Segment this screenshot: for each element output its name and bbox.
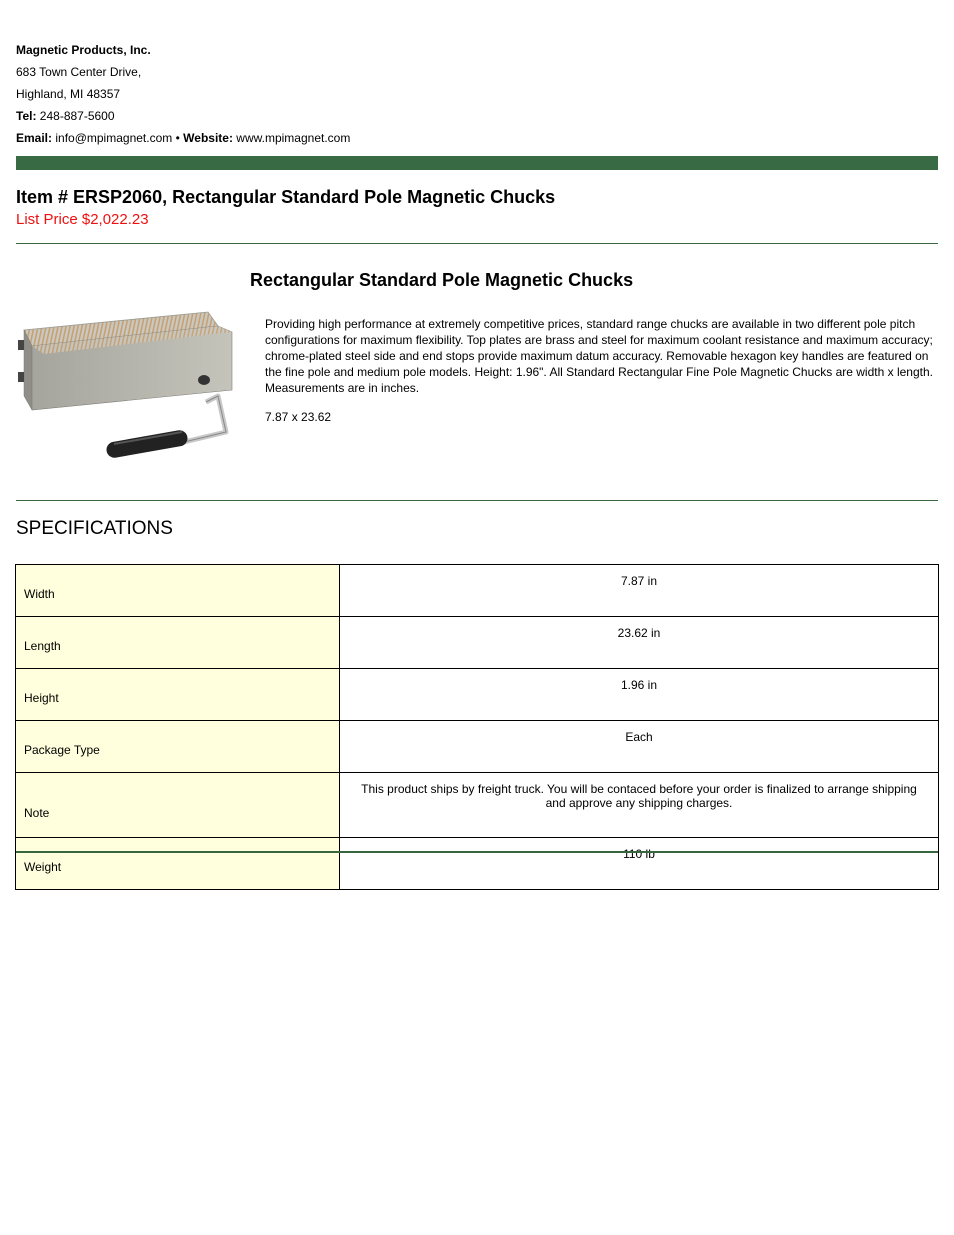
specifications-heading: SPECIFICATIONS	[16, 518, 173, 539]
company-name: Magnetic Products, Inc.	[16, 43, 151, 57]
company-contact	[16, 127, 350, 149]
product-title: Rectangular Standard Pole Magnetic Chucks	[250, 270, 634, 290]
spec-label: Length	[24, 639, 61, 653]
table-row	[16, 565, 939, 617]
spec-label-cell	[16, 721, 340, 773]
table-row	[16, 721, 939, 773]
spec-value: This product ships by freight truck. You will be contaced before your order is finalized to arrange shipping and approve any shipping charges.	[340, 773, 939, 838]
spec-label-cell	[16, 617, 340, 669]
email-value[interactable]: info@mpimagnet.com	[55, 131, 173, 145]
spec-value: 23.62 in	[340, 617, 939, 669]
email-label: Email:	[16, 131, 53, 145]
spec-label-cell	[16, 565, 340, 617]
spec-label: Weight	[24, 860, 62, 874]
spec-label-cell	[16, 838, 340, 890]
spec-label: Height	[24, 691, 59, 705]
contact-separator: •	[175, 131, 180, 145]
spec-label: Width	[24, 587, 55, 601]
table-row	[16, 617, 939, 669]
table-row	[16, 773, 939, 838]
spec-value: 1.96 in	[340, 669, 939, 721]
list-price: List Price $2,022.23	[16, 211, 149, 228]
divider	[16, 243, 938, 244]
tel-value: 248-887-5600	[39, 109, 115, 123]
item-title: Item # ERSP2060, Rectangular Standard Pole Magnetic Chucks	[16, 187, 556, 207]
magnetic-chuck-illustration	[14, 304, 234, 464]
spec-value: 7.87 in	[340, 565, 939, 617]
spec-label: Note	[24, 805, 50, 820]
website-value[interactable]: www.mpimagnet.com	[236, 131, 351, 145]
footer-divider	[16, 851, 938, 853]
spec-value: Each	[340, 721, 939, 773]
company-address-line2: Highland, MI 48357	[16, 87, 121, 101]
spec-label-cell	[16, 773, 340, 838]
company-address-line1: 683 Town Center Drive,	[16, 65, 142, 79]
company-info	[16, 39, 350, 149]
specifications-table	[15, 564, 939, 890]
table-row	[16, 669, 939, 721]
spec-label: Package Type	[24, 743, 100, 757]
spec-label-cell	[16, 669, 340, 721]
product-description: Providing high performance at extremely competitive prices, standard range chucks are available in two different pole pitch configurations for maximum flexibility. Top plates are brass and steel for maximum coolant resistance and maximum accuracy; chrome-plated steel side and end stops provide maximum datum accuracy. Removable hexagon key handles are featured on the fine pole and medium pole models. Height: 1.96". All Standard Rectangular Fine Pole Magnetic Chucks are width x length. Measurements are in inches.	[265, 317, 933, 395]
company-phone	[16, 105, 350, 127]
table-row	[16, 838, 939, 890]
website-label: Website:	[183, 131, 233, 145]
product-dimensions: 7.87 x 23.62	[265, 410, 332, 424]
tel-label: Tel:	[16, 109, 37, 123]
divider	[16, 500, 938, 501]
header-divider-bar	[16, 156, 938, 170]
spec-value: 110 lb	[340, 838, 939, 890]
